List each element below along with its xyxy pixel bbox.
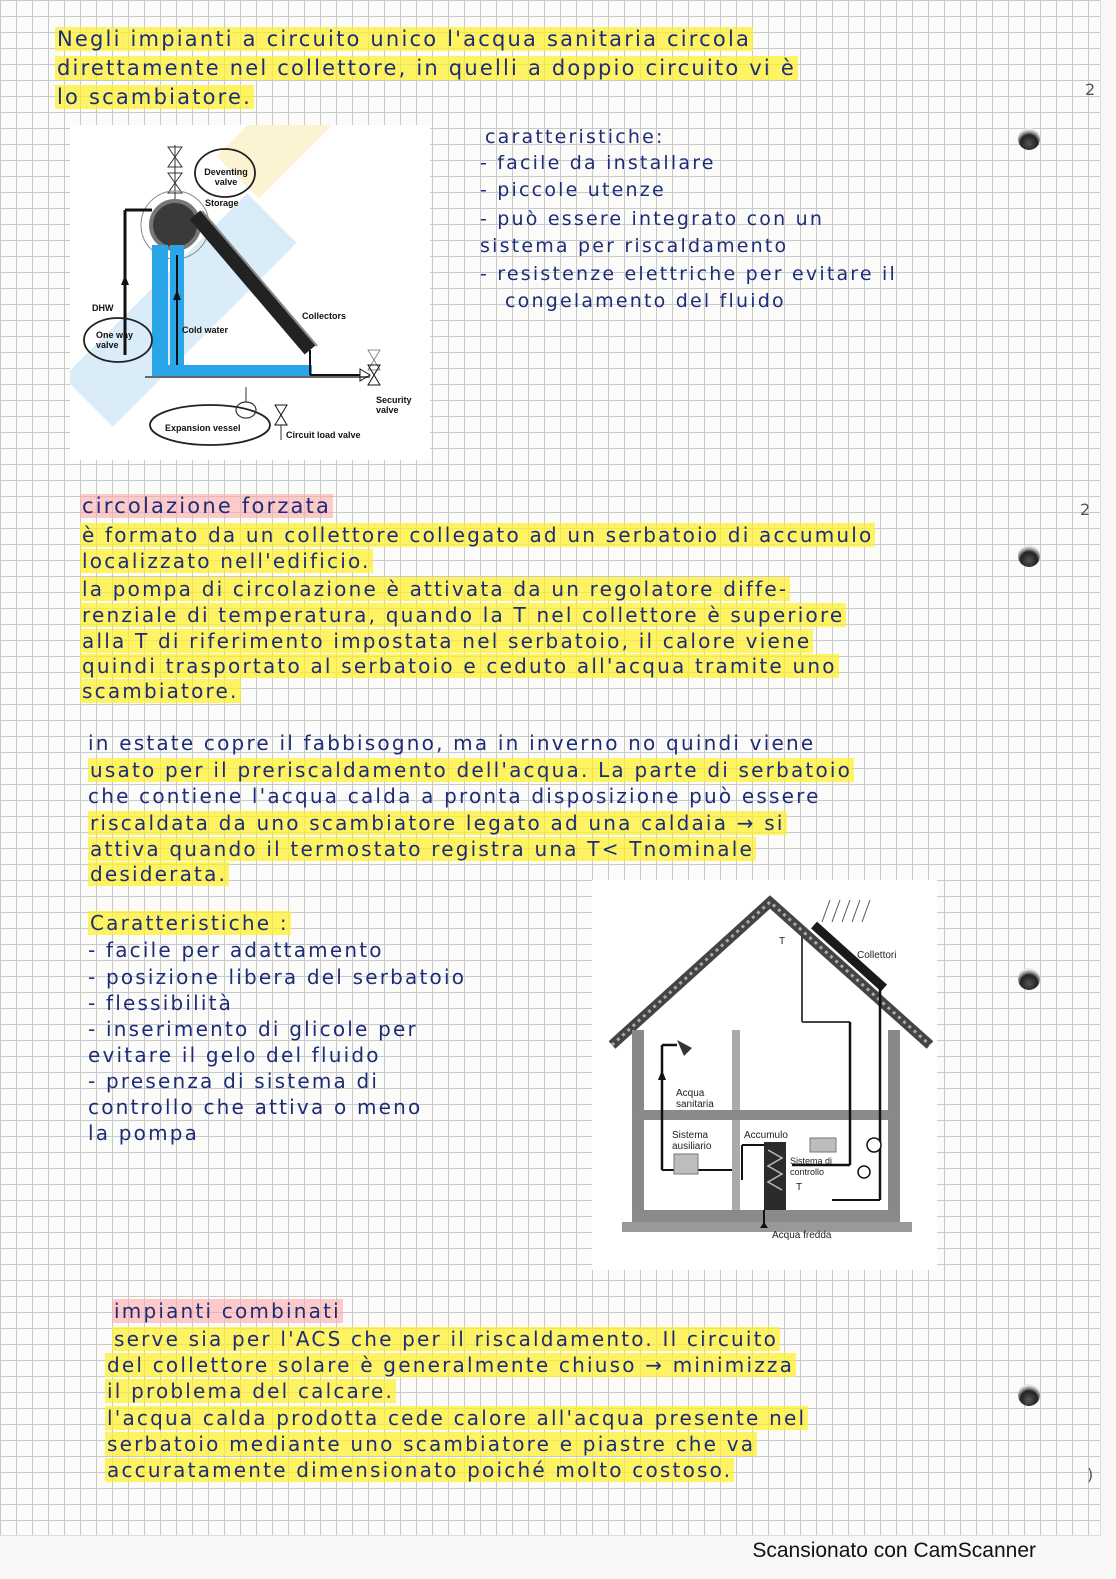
label-expansion-vessel: Expansion vessel bbox=[165, 423, 241, 433]
combined-line-4: l'acqua calda prodotta cede calore all'acqua presente nel bbox=[107, 1406, 807, 1430]
edge-mark-1: 2 bbox=[1085, 80, 1096, 99]
label-collettori: Collettori bbox=[857, 950, 897, 961]
features2-item-6: - presenza di sistema di bbox=[88, 1069, 380, 1093]
features2-item-3: - flessibilità bbox=[88, 991, 234, 1015]
combined-line-2: del collettore solare è generalmente chiuso → minimizza bbox=[107, 1353, 795, 1377]
forced-p1-line-4: renziale di temperatura, quando la T nel collettore è superiore bbox=[82, 603, 845, 627]
label-one-way-valve: One way valve bbox=[96, 330, 134, 350]
punch-hole-1 bbox=[1018, 128, 1040, 150]
label-t-top: T bbox=[779, 936, 786, 947]
label-security-valve: Security valve bbox=[376, 395, 412, 415]
features2-item-2: - posizione libera del serbatoio bbox=[88, 965, 467, 989]
sun-rays bbox=[822, 900, 870, 922]
features1-item-6: congelamento del fluido bbox=[505, 290, 786, 312]
forced-p2-line-1: in estate copre il fabbisogno, ma in inverno no quindi viene bbox=[88, 731, 816, 755]
thermosiphon-diagram bbox=[70, 125, 430, 460]
features1-item-4: sistema per riscaldamento bbox=[480, 235, 789, 257]
label-t-tank: T bbox=[796, 1182, 803, 1193]
forced-p1-line-3: la pompa di circolazione è attivata da un regolatore diffe- bbox=[82, 577, 789, 601]
forced-p1-line-5: alla T di riferimento impostata nel serbatoio, il calore viene bbox=[82, 629, 812, 653]
features2-item-1: - facile per adattamento bbox=[88, 938, 384, 962]
features2-item-4: - inserimento di glicole per bbox=[88, 1017, 418, 1041]
features1-item-2: - piccole utenze bbox=[480, 179, 666, 201]
features1-item-1: - facile da installare bbox=[480, 152, 716, 174]
label-acqua-sanitaria: Acqua sanitaria bbox=[676, 1088, 714, 1110]
forced-p2-line-4: riscaldata da uno scambiatore legato ad una caldaia → si bbox=[90, 811, 785, 835]
forced-p1-line-6: quindi trasportato al serbatoio e ceduto all'acqua tramite uno bbox=[82, 654, 837, 678]
label-acqua-fredda: Acqua fredda bbox=[772, 1230, 832, 1241]
edge-mark-3: p bbox=[1025, 1396, 1032, 1407]
label-sistema-controllo: Sistema di controllo bbox=[790, 1156, 833, 1177]
house-solar-diagram-svg bbox=[592, 880, 937, 1270]
forced-p2-line-2: usato per il preriscaldamento dell'acqua. La parte di serbatoio bbox=[90, 758, 853, 782]
camscanner-watermark: Scansionato con CamScanner bbox=[752, 1539, 1036, 1562]
forced-title: circolazione forzata bbox=[82, 494, 332, 518]
features2-item-8: la pompa bbox=[88, 1121, 200, 1145]
label-cold-water: Cold water bbox=[182, 325, 229, 335]
house-solar-diagram bbox=[592, 880, 937, 1270]
intro-line-3: lo scambiatore. bbox=[57, 85, 253, 109]
forced-p2-line-5: attiva quando il termostato registra una T< Tnominale bbox=[90, 837, 754, 861]
features2-item-5: evitare il gelo del fluido bbox=[88, 1043, 381, 1067]
forced-p1-line-2: localizzato nell'edificio. bbox=[82, 549, 371, 573]
forced-p1-line-7: scambiatore. bbox=[82, 679, 239, 703]
intro-line-1: Negli impianti a circuito unico l'acqua sanitaria circola bbox=[57, 27, 752, 51]
edge-mark-2: 2 bbox=[1080, 500, 1091, 519]
punch-hole-3 bbox=[1018, 968, 1040, 990]
combined-line-6: accuratamente dimensionato poiché molto costoso. bbox=[107, 1458, 733, 1482]
features1-item-5: - resistenze elettriche per evitare il bbox=[480, 263, 897, 285]
forced-p1-line-1: è formato da un collettore collegato ad un serbatoio di accumulo bbox=[82, 523, 874, 547]
label-storage: Storage bbox=[205, 198, 239, 208]
label-accumulo: Accumulo bbox=[744, 1130, 788, 1141]
features1-item-3: - può essere integrato con un bbox=[480, 208, 825, 230]
intro-line-2: direttamente nel collettore, in quelli a doppio circuito vi è bbox=[57, 56, 796, 80]
forced-p2-line-6: desiderata. bbox=[90, 862, 228, 886]
combined-line-1: serve sia per l'ACS che per il riscaldamento. Il circuito bbox=[114, 1327, 779, 1351]
features1-title: caratteristiche: bbox=[485, 126, 665, 148]
features2-title: Caratteristiche : bbox=[90, 911, 289, 935]
combined-line-5: serbatoio mediante uno scambiatore e piastre che va bbox=[107, 1432, 756, 1456]
label-circuit-load-valve: Circuit load valve bbox=[286, 430, 361, 440]
label-deventing-valve: Deventing valve bbox=[204, 167, 248, 187]
label-dhw: DHW bbox=[92, 303, 114, 313]
edge-mark-4: ) bbox=[1087, 1465, 1094, 1484]
combined-line-3: il problema del calcare. bbox=[107, 1379, 395, 1403]
forced-p2-line-3: che contiene l'acqua calda a pronta disposizione può essere bbox=[88, 784, 821, 808]
combined-title: impianti combinati bbox=[114, 1299, 341, 1323]
features2-item-7: controllo che attiva o meno bbox=[88, 1095, 423, 1119]
label-collectors: Collectors bbox=[302, 311, 347, 321]
label-sistema-ausiliario: Sistema ausiliario bbox=[672, 1130, 712, 1152]
punch-hole-2 bbox=[1018, 545, 1040, 567]
